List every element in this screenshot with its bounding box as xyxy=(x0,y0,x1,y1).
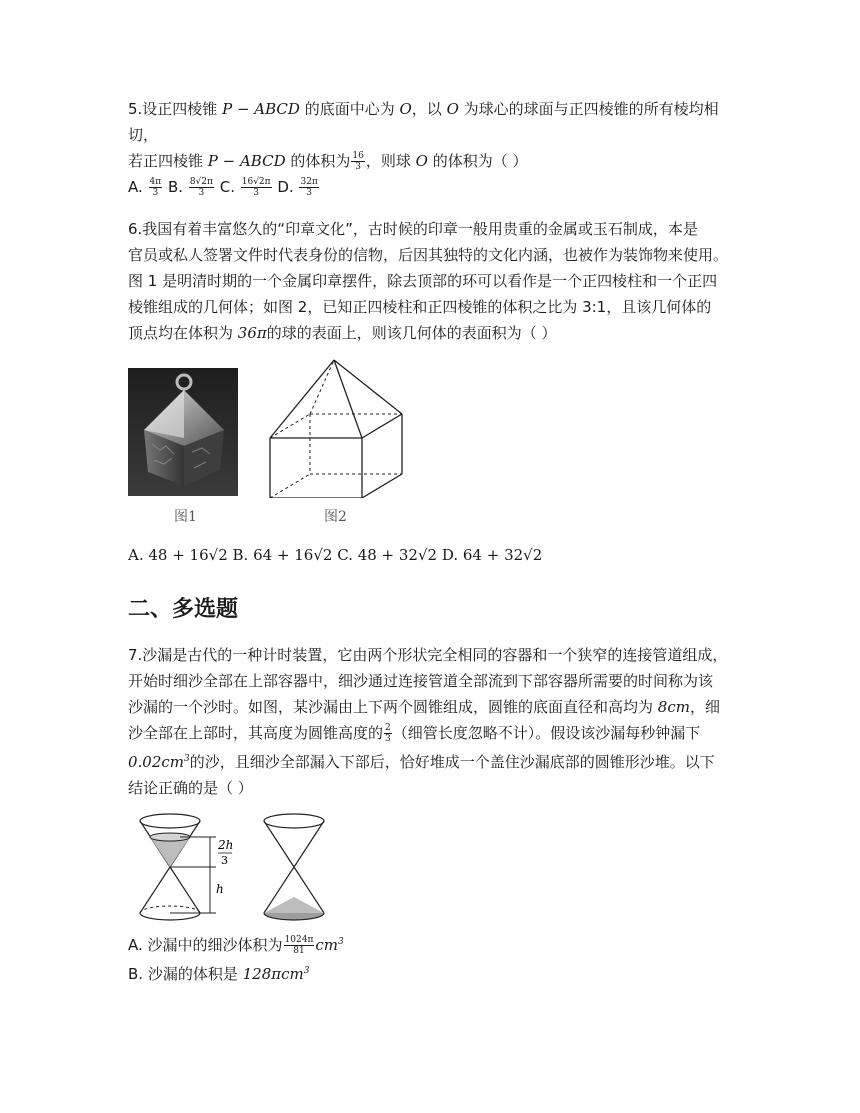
q7-hourglass-figures xyxy=(128,811,748,929)
prism-pyramid-figure xyxy=(266,358,406,498)
q7-stem-line1: 7.沙漏是古代的一种计时装置，它由两个形状完全相同的容器和一个狭窄的连接管道组成， xyxy=(128,646,728,664)
q7-stem-line3: 沙漏的一个沙时。如图，某沙漏由上下两个圆锥组成，圆锥的底面直径和高均为 8cm，细 xyxy=(128,698,720,716)
fig2-caption: 图2 xyxy=(324,509,347,525)
q6-stem-line5: 顶点均在体积为 36π的球的表面上，则该几何体的表面积为（ ） xyxy=(128,324,557,342)
q5-option-c: C. $\frac{16√2\pi}{3}$ xyxy=(219,177,271,198)
label-h: h xyxy=(216,882,224,896)
hourglass-bottom-sand-figure xyxy=(258,811,338,923)
q7-stem-line6: 结论正确的是（ ） xyxy=(128,779,253,797)
section-title-multi-choice: 二、多选题 xyxy=(128,597,239,622)
q6-options: A. 48 + 16√2 B. 64 + 16√2 C. 48 + 32√2 D. 64 + 32√2 xyxy=(128,546,543,564)
label-3: 3 xyxy=(221,854,228,867)
q5-option-a: A. $\frac{4\pi}{3}$ xyxy=(128,177,162,198)
q7-stem-line2: 开始时细沙全部在上部容器中，细沙通过连接管道全部流到下部容器所需要的时间称为该 xyxy=(128,672,714,690)
q7-option-a: A. 沙漏中的细沙体积为 $\frac{1024\pi}{81}$ $cm^3$ xyxy=(128,935,344,956)
q5-stem-line2: 若正四棱锥 P − ABCD 的体积为 $\frac{16}{3}$ ，则球 O 的体积为（ ） xyxy=(128,151,528,172)
q5-option-d: D. $\frac{32\pi}{3}$ xyxy=(277,177,318,198)
q6-stem-line2: 官员或私人签署文件时代表身份的信物，后因其独特的文化内涵，也被作为装饰物来使用。 xyxy=(128,246,729,264)
q6-stem-line3: 图 1 是明清时期的一个金属印章摆件，除去顶部的环可以看作是一个正四棱柱和一个正四 xyxy=(128,272,718,290)
label-2h: 2h xyxy=(218,838,234,852)
hourglass-top-sand-figure xyxy=(134,811,244,923)
q7-stem-line4: 沙全部在上部时，其高度为圆锥高度的 $\frac{2}{3}$ （细管长度忽略不计）。假设该沙漏每秒钟漏下 xyxy=(128,723,701,744)
fig1-caption: 图1 xyxy=(174,509,197,525)
q6-figures xyxy=(128,358,748,528)
q5-options xyxy=(128,174,748,200)
q6-stem-line4: 棱锥组成的几何体；如图 2，已知正四棱柱和正四棱锥的体积之比为 3:1，且该几何体的 xyxy=(128,298,712,316)
q5-stem-line1: 5.设正四棱锥 P − ABCD 的底面中心为 O，以 O 为球心的球面与正四棱锥的所有棱均相切， xyxy=(128,100,719,144)
q5-volume-fraction: $\frac{16}{3}$ xyxy=(352,151,364,172)
q7-option-b: B. 沙漏的体积是 128πcm$^3$ xyxy=(128,965,310,983)
q7-stem-line5: $0.02cm^3$的沙，且细沙全部漏入下部后，恰好堆成一个盖住沙漏底部的圆锥形沙堆。以下 xyxy=(128,753,715,771)
q5-option-b: B. $\frac{8√2\pi}{3}$ xyxy=(167,177,213,198)
seal-photo-figure xyxy=(128,368,238,496)
document-page xyxy=(128,96,748,987)
q6-stem-line1: 6.我国有着丰富悠久的“印章文化”，古时候的印章一般用贵重的金属或玉石制成，本是 xyxy=(128,220,698,238)
